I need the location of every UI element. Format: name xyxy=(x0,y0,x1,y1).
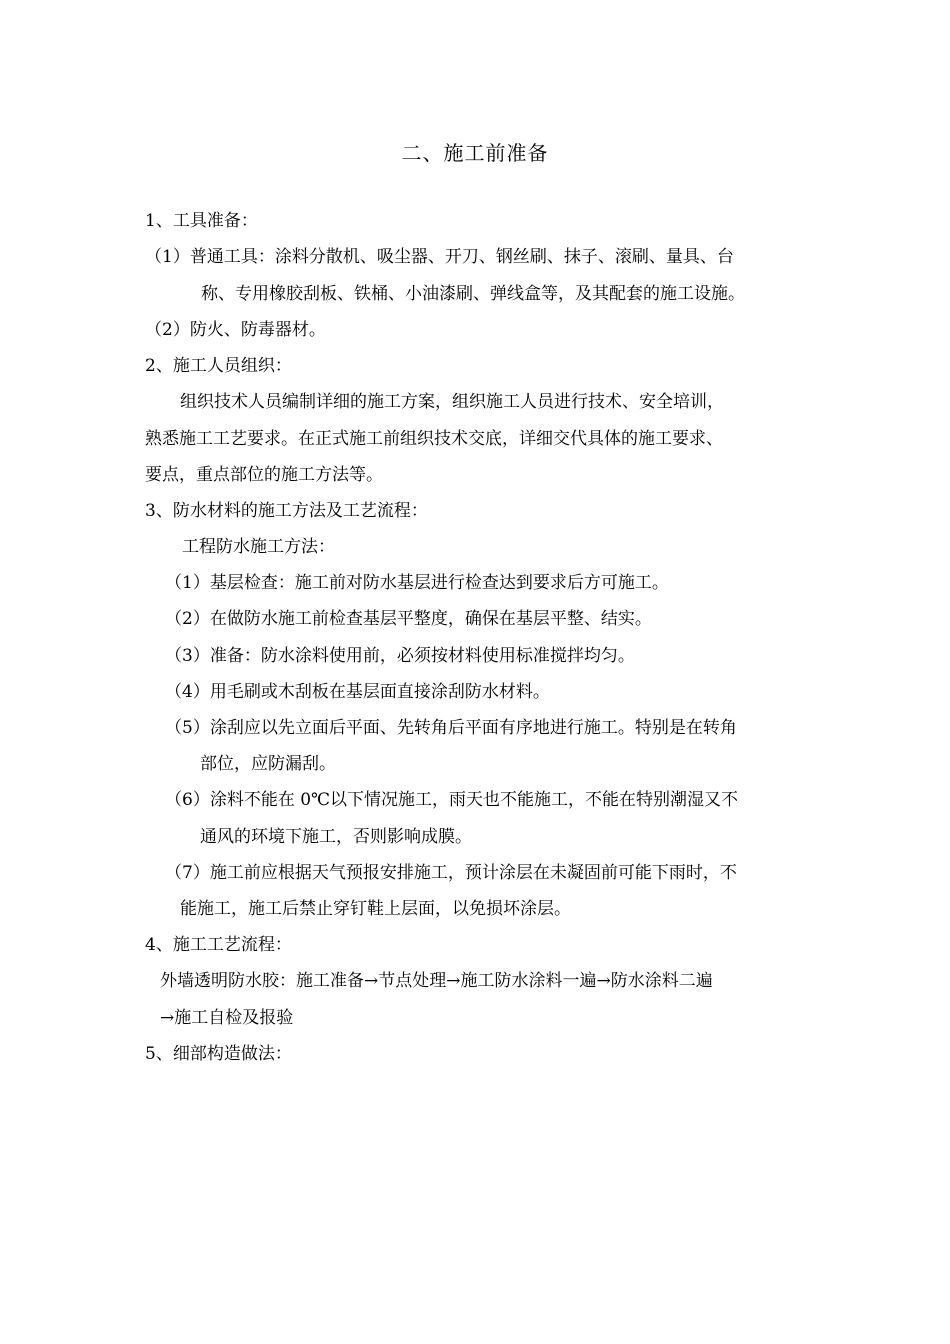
section-heading-process: 4、施工工艺流程： xyxy=(145,935,292,955)
method-item-4: （4）用毛刷或木刮板在基层面直接涂刮防水材料。 xyxy=(165,682,550,702)
process-flow-line-2: →施工自检及报验 xyxy=(160,1008,294,1028)
section-heading-staff: 2、施工人员组织： xyxy=(145,356,292,376)
method-item-1: （1）基层检查：施工前对防水基层进行检查达到要求后方可施工。 xyxy=(165,573,669,593)
method-item-7-line-1: （7）施工前应根据天气预报安排施工，预计涂层在未凝固前可能下雨时，不 xyxy=(165,863,737,883)
page-title: 二、施工前准备 xyxy=(401,141,549,165)
process-flow-line-1: 外墙透明防水胶：施工准备→节点处理→施工防水涂料一遍→防水涂料二遍 xyxy=(160,971,713,991)
method-item-3: （3）准备：防水涂料使用前，必须按材料使用标准搅拌均匀。 xyxy=(165,646,635,666)
tools-item-1-line-2: 称、专用橡胶刮板、铁桶、小油漆刷、弹线盒等，及其配套的施工设施。 xyxy=(201,284,745,304)
staff-paragraph-line-1: 组织技术人员编制详细的施工方案，组织施工人员进行技术、安全培训， xyxy=(180,392,724,412)
section-heading-method: 3、防水材料的施工方法及工艺流程： xyxy=(145,501,428,521)
section-heading-details: 5、细部构造做法： xyxy=(145,1044,292,1064)
staff-paragraph-line-3: 要点，重点部位的施工方法等。 xyxy=(145,465,383,485)
method-item-6-line-1: （6）涂料不能在 0℃以下情况施工，雨天也不能施工，不能在特别潮湿又不 xyxy=(165,790,739,810)
staff-paragraph-line-2: 熟悉施工工艺要求。在正式施工前组织技术交底，详细交代具体的施工要求、 xyxy=(145,429,723,449)
method-item-2: （2）在做防水施工前检查基层平整度，确保在基层平整、结实。 xyxy=(165,609,652,629)
method-item-6-line-2: 通风的环境下施工，否则影响成膜。 xyxy=(200,827,472,847)
section-heading-tools: 1、工具准备： xyxy=(145,211,258,231)
method-item-7-line-2: 能施工，施工后禁止穿钉鞋上层面，以免损坏涂层。 xyxy=(180,899,571,919)
tools-item-1-line-1: （1）普通工具：涂料分散机、吸尘器、开刀、钢丝刷、抹子、滚刷、量具、台 xyxy=(145,247,734,267)
method-item-5-line-2: 部位，应防漏刮。 xyxy=(200,754,336,774)
method-item-5-line-1: （5）涂刮应以先立面后平面、先转角后平面有序地进行施工。特别是在转角 xyxy=(165,718,737,738)
method-subheading: 工程防水施工方法： xyxy=(182,537,335,557)
tools-item-2: （2）防火、防毒器材。 xyxy=(145,320,326,340)
